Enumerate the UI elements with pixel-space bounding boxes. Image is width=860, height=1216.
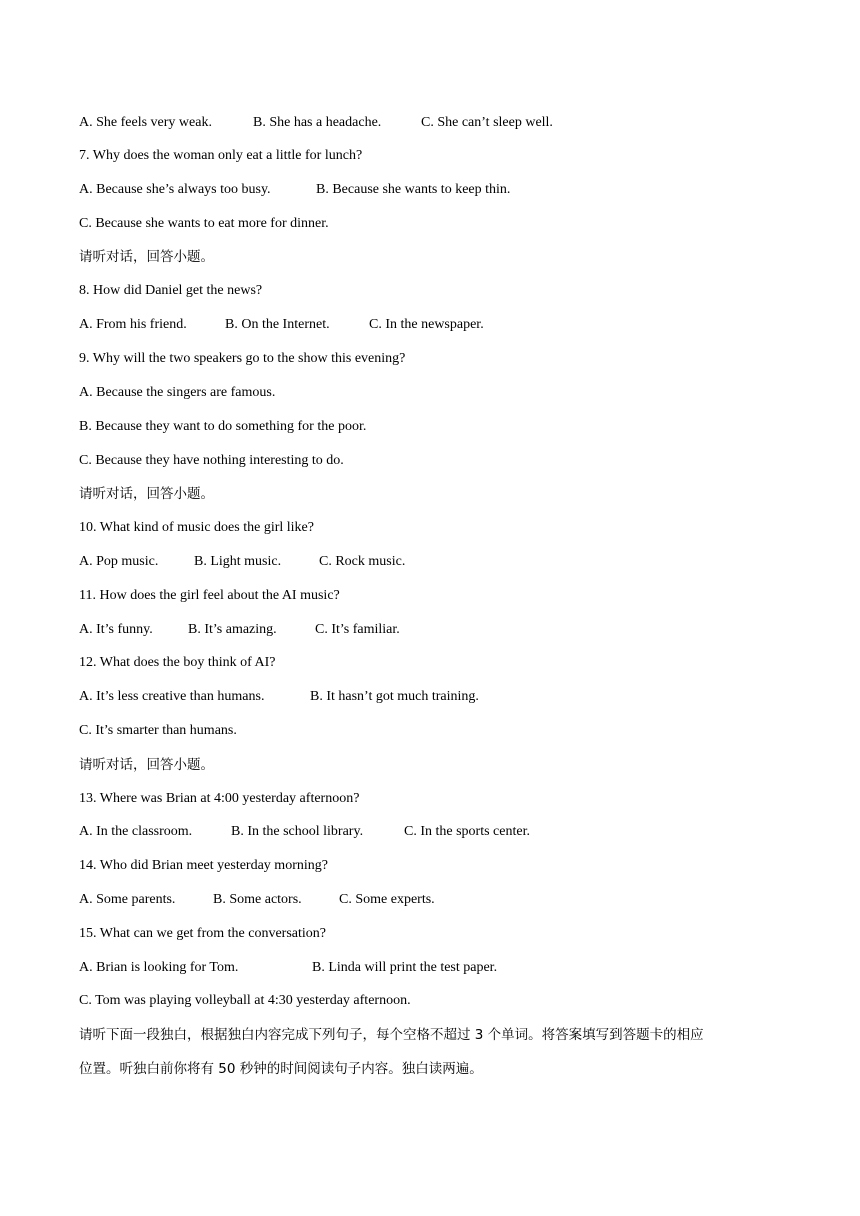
answer-option: B. Because they want to do something for the poor. (79, 419, 367, 434)
section-instruction: 请听对话，回答小题。 (79, 757, 214, 773)
answer-option: A. In the classroom. (79, 824, 193, 839)
answer-option: C. In the newspaper. (369, 317, 484, 332)
answer-option: C. It’s smarter than humans. (79, 723, 237, 738)
answer-option: C. Because she wants to eat more for dinner. (79, 216, 329, 231)
answer-option: B. Light music. (194, 554, 282, 569)
question-text: 14. Who did Brian meet yesterday morning? (79, 858, 328, 873)
answer-option: C. It’s familiar. (315, 622, 400, 637)
question-text: 12. What does the boy think of AI? (79, 655, 276, 670)
section-instruction: 请听对话，回答小题。 (79, 249, 214, 265)
answer-option: A. From his friend. (79, 317, 187, 332)
answer-option: B. On the Internet. (225, 317, 330, 332)
answer-option: C. Tom was playing volleyball at 4:30 yesterday afternoon. (79, 993, 411, 1008)
answer-option: A. Because she’s always too busy. (79, 182, 271, 197)
answer-option: C. Rock music. (319, 554, 406, 569)
answer-option: B. It’s amazing. (188, 622, 277, 637)
answer-option: A. It’s funny. (79, 622, 153, 637)
section-instruction: 请听下面一段独白，根据独白内容完成下列句子，每个空格不超过 3 个单词。将答案填写到答题卡的相应 (79, 1027, 704, 1043)
answer-option: B. It hasn’t got much training. (310, 689, 479, 704)
question-text: 8. How did Daniel get the news? (79, 283, 263, 298)
answer-option: C. Some experts. (339, 892, 435, 907)
question-text: 13. Where was Brian at 4:00 yesterday afternoon? (79, 791, 360, 806)
question-text: 7. Why does the woman only eat a little for lunch? (79, 148, 363, 163)
answer-option: A. Pop music. (79, 554, 159, 569)
section-instruction: 请听对话，回答小题。 (79, 486, 214, 502)
answer-option: B. Linda will print the test paper. (312, 960, 498, 975)
answer-option: C. Because they have nothing interesting to do. (79, 453, 344, 468)
answer-option: B. She has a headache. (253, 115, 382, 130)
answer-option: C. In the sports center. (404, 824, 530, 839)
answer-option: B. Because she wants to keep thin. (316, 182, 511, 197)
answer-option: B. In the school library. (231, 824, 364, 839)
question-text: 9. Why will the two speakers go to the show this evening? (79, 351, 406, 366)
question-text: 11. How does the girl feel about the AI music? (79, 588, 340, 603)
answer-option: A. She feels very weak. (79, 115, 212, 130)
answer-option: A. Brian is looking for Tom. (79, 960, 239, 975)
section-instruction: 位置。听独白前你将有 50 秒钟的时间阅读句子内容。独白读两遍。 (79, 1061, 483, 1077)
answer-option: A. Some parents. (79, 892, 176, 907)
answer-option: B. Some actors. (213, 892, 302, 907)
question-text: 10. What kind of music does the girl like? (79, 520, 314, 535)
answer-option: C. She can’t sleep well. (421, 115, 553, 130)
answer-option: A. Because the singers are famous. (79, 385, 276, 400)
answer-option: A. It’s less creative than humans. (79, 689, 265, 704)
question-text: 15. What can we get from the conversation? (79, 926, 326, 941)
